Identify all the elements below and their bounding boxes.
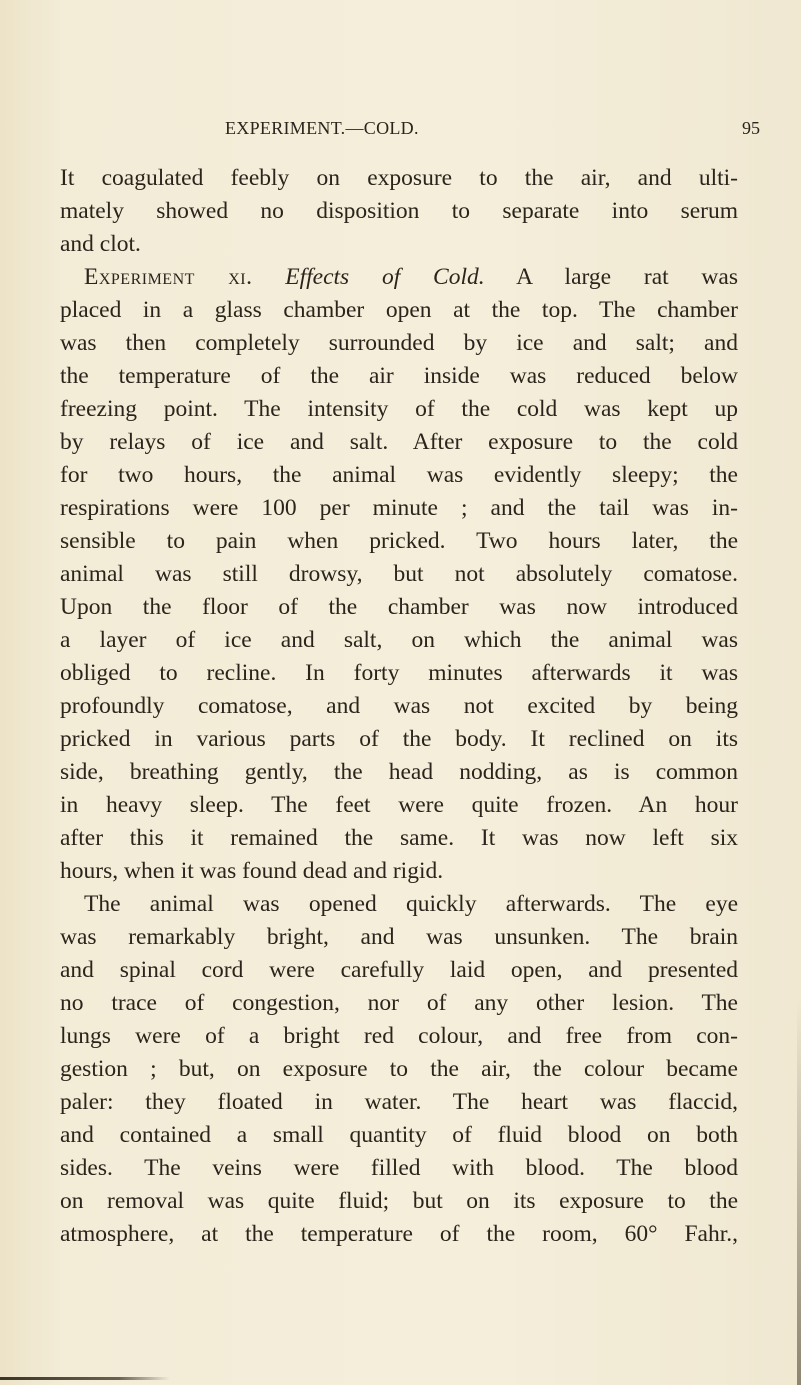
page-header (60, 118, 760, 140)
text-line: paler: they floated in water. The heart was flaccid, (60, 1089, 738, 1115)
text-line: a layer of ice and salt, on which the animal was (60, 627, 738, 653)
text-line: by relays of ice and salt. After exposure to the cold (60, 429, 738, 455)
text-line: the temperature of the air inside was reduced below (60, 363, 738, 389)
binding-shadow (797, 1000, 801, 1385)
text-line: respirations were 100 per minute ; and the tail was in- (60, 495, 738, 521)
text-line: no trace of congestion, nor of any other lesion. The (60, 990, 738, 1016)
text-line: sides. The veins were filled with blood. The blood (60, 1155, 738, 1181)
experiment-lead: A large rat was (516, 264, 738, 290)
text-line: in heavy sleep. The feet were quite frozen. An hour (60, 792, 738, 818)
text-line: was remarkably bright, and was unsunken. The brain (60, 924, 738, 950)
experiment-label: Experiment xi. (84, 264, 253, 290)
text-line: freezing point. The intensity of the cold was kept up (60, 396, 738, 422)
text-line: lungs were of a bright red colour, and free from con- (60, 1023, 738, 1049)
experiment-heading-line (84, 261, 738, 294)
text-line: for two hours, the animal was evidently sleepy; the (60, 462, 738, 488)
text-line: on removal was quite fluid; but on its exposure to the (60, 1188, 738, 1214)
text-line: side, breathing gently, the head nodding, as is common (60, 759, 738, 785)
running-title: EXPERIMENT.—COLD. (225, 118, 419, 138)
text-line: atmosphere, at the temperature of the room, 60° Fahr., (60, 1221, 738, 1247)
text-line: sensible to pain when pricked. Two hours later, the (60, 528, 738, 554)
experiment-title: Effects of Cold. (285, 264, 485, 290)
text-line: pricked in various parts of the body. It reclined on its (60, 726, 738, 752)
text-line: obliged to recline. In forty minutes afterwards it was (60, 660, 738, 686)
text-line: gestion ; but, on exposure to the air, the colour became (60, 1056, 738, 1082)
text-line: mately showed no disposition to separate into serum (60, 198, 738, 224)
page-edge-rule (0, 1377, 170, 1380)
text-line: was then completely surrounded by ice and salt; and (60, 330, 738, 356)
text-line: Upon the floor of the chamber was now introduced (60, 594, 738, 620)
text-line: hours, when it was found dead and rigid. (60, 858, 444, 884)
text-line: placed in a glass chamber open at the top. The chamber (60, 297, 738, 323)
page-number: 95 (742, 118, 760, 138)
text-line: and spinal cord were carefully laid open, and presented (60, 957, 738, 983)
text-line: The animal was opened quickly afterwards. The eye (84, 891, 738, 917)
text-line: profoundly comatose, and was not excited by being (60, 693, 738, 719)
text-line: and contained a small quantity of fluid blood on both (60, 1122, 738, 1148)
text-line: It coagulated feebly on exposure to the air, and ulti- (60, 165, 738, 191)
text-line: after this it remained the same. It was now left six (60, 825, 738, 851)
text-line: and clot. (60, 231, 141, 257)
text-line: animal was still drowsy, but not absolutely comatose. (60, 561, 738, 587)
